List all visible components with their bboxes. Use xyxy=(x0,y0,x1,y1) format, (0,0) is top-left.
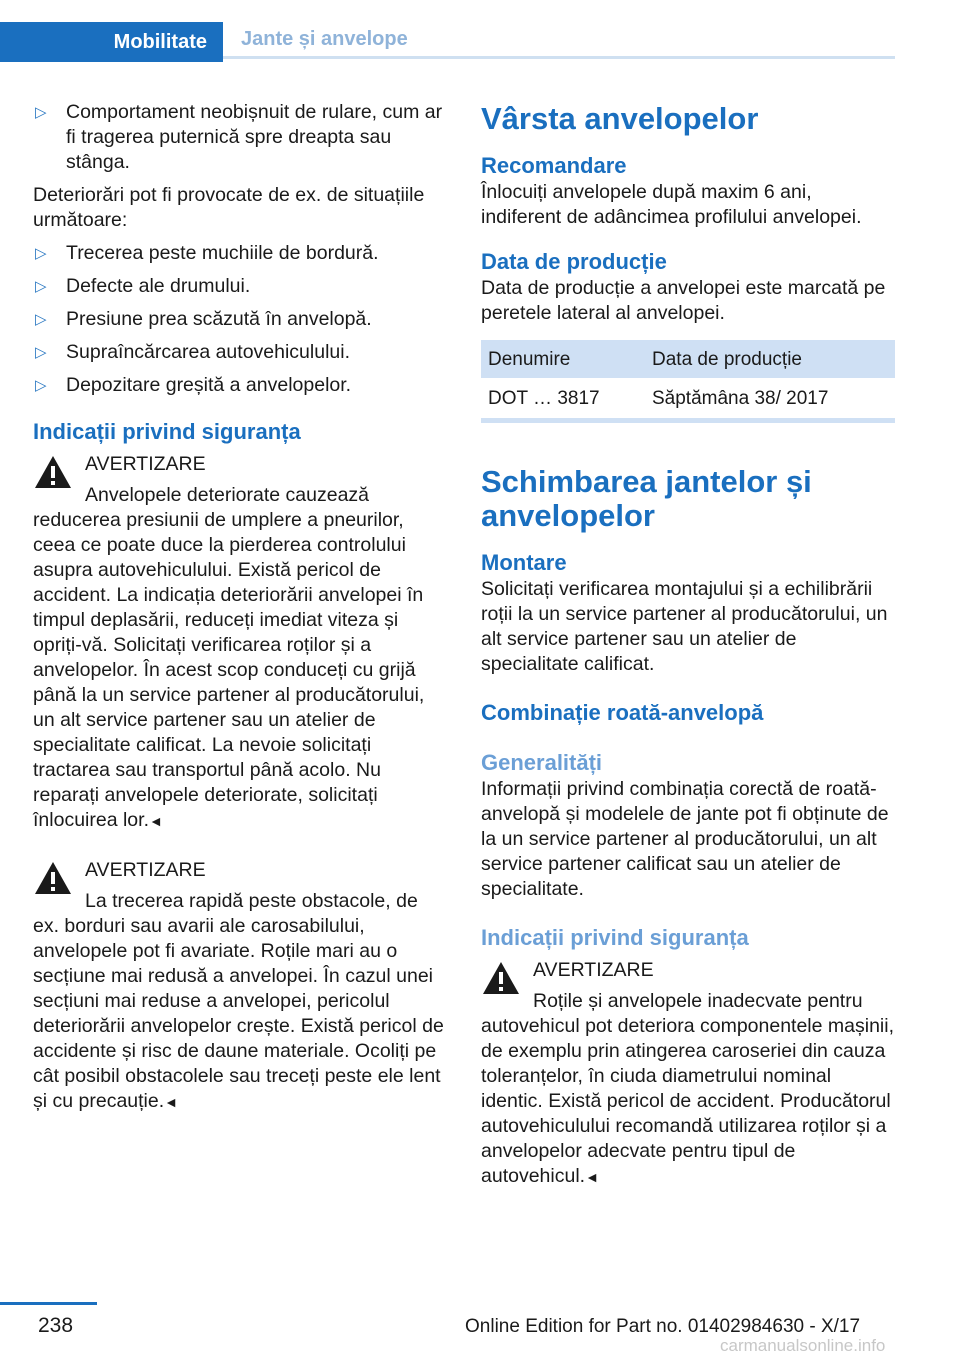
column-header: Data de producție xyxy=(645,340,895,378)
list-item: ▷ Defecte ale drumului. xyxy=(35,275,251,297)
intro-text: Deteriorări pot fi provocate de ex. de situațiile următoare: xyxy=(33,184,425,231)
list-item: ▷ Supraîncărcarea autovehiculului. xyxy=(35,341,351,363)
age-heading: Vârsta anvelopelor xyxy=(481,101,759,136)
safety-heading: Indicații privind siguranța xyxy=(33,419,301,444)
production-heading: Data de producție xyxy=(481,249,667,274)
bullet-list-top xyxy=(33,100,448,175)
header-tabs xyxy=(0,22,895,62)
mount-text: Solicitați verificarea montajului și a echilibrării roții la un service partener al producătorului, un alt service partener sau un atelier de specialitate calificat. xyxy=(481,578,888,675)
end-mark: ◄ xyxy=(164,1094,179,1110)
change-heading: Schimbarea jantelor și anvelopelor xyxy=(481,464,812,533)
page-number: 238 xyxy=(38,1314,74,1337)
watermark: carmanualsonline.info xyxy=(720,1336,886,1355)
warning-triangle-icon xyxy=(481,960,521,996)
footer-accent-line xyxy=(0,1302,97,1305)
right-column xyxy=(481,100,895,1190)
warning-triangle-icon xyxy=(33,860,73,896)
recommendation-text: Înlocuiți anvelopele după maxim 6 ani, indiferent de adâncimea profilului anvelopei. xyxy=(481,181,862,228)
table-cell: Săptămâna 38/ 2017 xyxy=(645,378,895,421)
list-item: ▷ Depozitare greșită a anvelopelor. xyxy=(35,374,352,396)
warning-title: AVERTIZARE xyxy=(533,959,654,981)
bullet-triangle-icon: ▷ xyxy=(35,311,47,328)
table-header-row xyxy=(481,340,895,378)
end-mark: ◄ xyxy=(148,813,163,829)
warning-title: AVERTIZARE xyxy=(85,453,206,475)
warning-text: La trecerea rapidă peste obstacole, de ex. borduri sau avarii ale carosabilului, anvelopele pot fi avariate. Roțile mari au o secțiune mai redusă a anvelopei. În cazul unei secțiuni mai reduse a anvelopei, pericolul deteriorării anvelopelor crește. Există pericol de accidente și risc de daune materiale. Ocoliți pe cât posibil obstacolele sau treceți peste ele lent și cu precauție.◄ xyxy=(33,890,444,1112)
warning-text: Roțile și anvelopele inadecvate pentru autovehicul pot deteriora componentele mașinii, de exemplu prin atingerea caroseriei din cauza toleranțelor, în ciuda diametrului nominal identic. Există pericol de accident. Producătorul autovehiculului recomandă utilizarea roților și a anvelopelor adecvate pentru tipul de autovehicul.◄ xyxy=(481,990,894,1187)
list-item: ▷ Presiune prea scăzută în anvelopă. xyxy=(35,308,372,330)
warning-block-1 xyxy=(33,452,448,834)
production-table xyxy=(481,340,895,423)
warning-block-3 xyxy=(481,958,895,1190)
safety-heading-right: Indicații privind siguranța xyxy=(481,925,749,950)
tab-jante-anvelope[interactable]: Jante și anvelope xyxy=(223,22,895,59)
warning-triangle-icon xyxy=(33,454,73,490)
edition-text: Online Edition for Part no. 01402984630 - X/17 xyxy=(465,1316,861,1337)
tab-mobilitate[interactable]: Mobilitate xyxy=(0,22,223,62)
warning-text: Anvelopele deteriorate cauzează reducerea presiunii de umplere a pneurilor, ceea ce poate duce la pierderea controlului asupra autovehiculului. Există pericol de accident. La indicația deteriorării anvelopei în timpul deplasării, reduceți imediat viteza și opriți-vă. Solicitați verificarea roților și a anvelopelor. În acest scop conduceți cu grijă până la un service partener al producătorului, un alt service partener sau un atelier de specialitate calificat. La nevoie solicitați tractarea sau transportul până acolo. Nu reparați anvelopele deteriorate, solicitați înlocuirea lor.◄ xyxy=(33,484,425,831)
warning-title: AVERTIZARE xyxy=(85,859,206,881)
combo-heading: Combinație roată-anvelopă xyxy=(481,700,764,725)
bullet-triangle-icon: ▷ xyxy=(35,344,47,361)
left-column xyxy=(33,100,448,1115)
production-text: Data de producție a anvelopei este marcată pe peretele lateral al anvelopei. xyxy=(481,277,886,324)
bullet-triangle-icon: ▷ xyxy=(35,377,47,394)
recommendation-heading: Recomandare xyxy=(481,153,627,178)
bullet-triangle-icon: ▷ xyxy=(35,104,47,121)
warning-block-2 xyxy=(33,858,448,1115)
bullet-triangle-icon: ▷ xyxy=(35,278,47,295)
table-cell: DOT … 3817 xyxy=(481,378,645,421)
general-heading: Generalități xyxy=(481,750,603,775)
column-header: Denumire xyxy=(481,340,645,378)
table-row xyxy=(481,378,895,421)
end-mark: ◄ xyxy=(585,1169,599,1185)
bullet-triangle-icon: ▷ xyxy=(35,245,47,262)
list-item: ▷ Comportament neobișnuit de rulare, cum ar fi tragerea puternică spre dreapta sau stânga. xyxy=(35,101,443,173)
bullet-list-causes xyxy=(33,241,448,398)
mount-heading: Montare xyxy=(481,550,567,575)
general-text: Informații privind combinația corectă de roată-anvelopă și modelele de jante pot fi obținute de la un service partener al producătorului, un alt service partener calificat sau un atelier de specialitate. xyxy=(481,778,889,900)
list-item: ▷ Trecerea peste muchiile de bordură. xyxy=(35,242,379,264)
